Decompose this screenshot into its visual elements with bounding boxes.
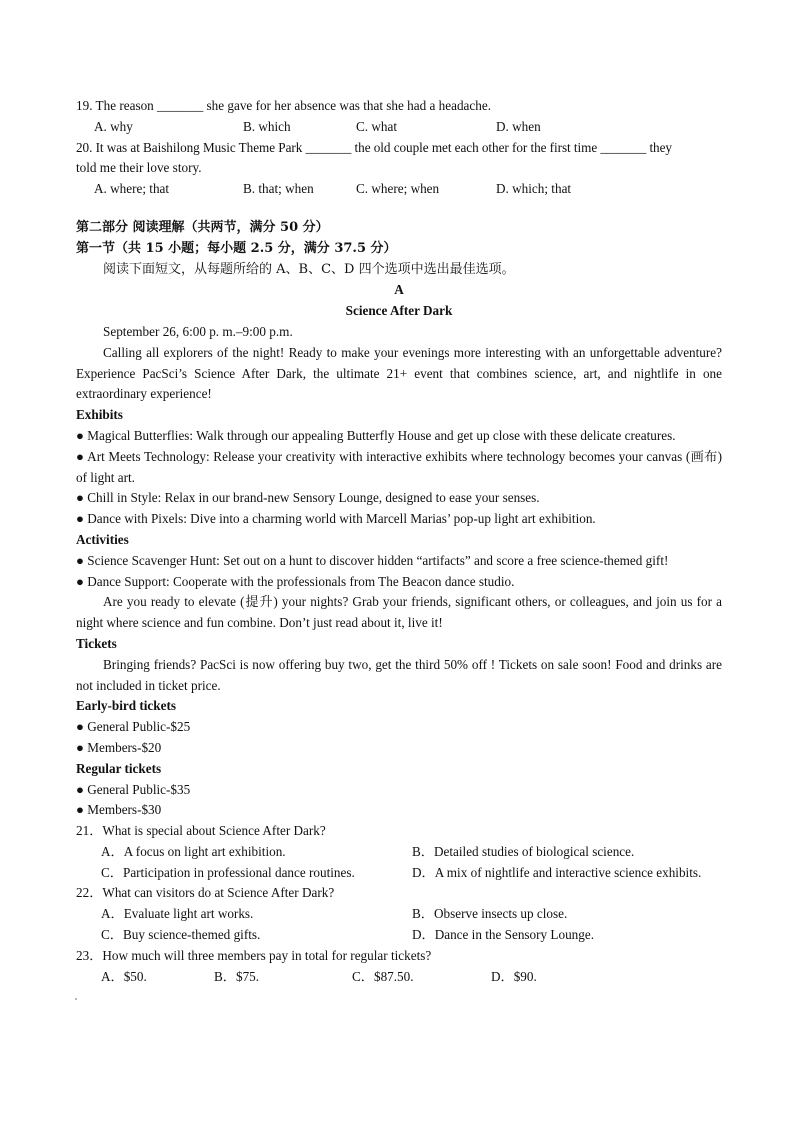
option-d: D. which; that [496,181,572,197]
option-d: D．$90. [491,968,537,984]
option-a: A．Evaluate light art works. [101,906,254,922]
exhibit-item: ● Magical Butterflies: Walk through our appealing Butterfly House and get up close with these delicate creatures. [76,427,676,443]
elevate-paragraph: Are you ready to elevate (提升) your nights? Grab your friends, significant others, or colleagues, and join us for a night where science and fun combine. Don’t just read about it, live it! [76,594,722,631]
exam-page [76,96,722,987]
activities-heading: Activities [76,531,129,547]
option-a: A. where; that [94,181,170,197]
passage-title: Science After Dark [345,303,453,319]
activity-item: ● Science Scavenger Hunt: Set out on a hunt to discover hidden “artifacts” and score a free science-themed gift! [76,552,669,568]
option-c: C．Participation in professional dance routines. [101,864,355,880]
exhibit-item: ● Dance with Pixels: Dive into a charming world with Marcell Marias’ pop-up light art exhibition. [76,511,596,527]
option-c: C. what [356,118,398,134]
question-21-options-row2 [76,863,722,884]
option-a: A. why [94,118,133,134]
page-speck [75,998,77,1000]
question-22-options-row2 [76,925,722,946]
question-23-stem: 23．How much will three members pay in total for regular tickets? [76,947,432,963]
reading-instruction: 阅读下面短文，从每题所给的 A、B、C、D 四个选项中选出最佳选项。 [103,261,515,277]
activity-item: ● Dance Support: Cooperate with the professionals from The Beacon dance studio. [76,573,515,589]
option-c: C．Buy science-themed gifts. [101,927,261,943]
exhibit-item: ● Chill in Style: Relax in our brand-new Sensory Lounge, designed to ease your senses. [76,490,540,506]
option-d: D. when [496,118,541,134]
exhibit-item: ● Art Meets Technology: Release your creativity with interactive exhibits where technology becomes your canvas (画布) of light art. [76,448,722,485]
option-a: A．A focus on light art exhibition. [101,843,286,859]
question-21-options-row1 [76,842,722,863]
question-21-stem: 21．What is special about Science After Dark? [76,823,326,839]
exhibits-heading: Exhibits [76,407,123,423]
option-a: A．$50. [101,968,147,984]
event-date: September 26, 6:00 p. m.–9:00 p.m. [103,323,293,339]
regular-item: ● Members-$30 [76,802,162,818]
question-22-options-row1 [76,904,722,925]
option-d: D．Dance in the Sensory Lounge. [412,927,595,943]
tickets-paragraph: Bringing friends? PacSci is now offering buy two, get the third 50% off ! Tickets on sale soon! Food and drinks are not included in ticket price. [76,656,722,693]
tickets-heading: Tickets [76,635,117,651]
regular-heading: Regular tickets [76,760,162,776]
question-20-options [76,179,722,200]
early-bird-item: ● Members-$20 [76,739,162,755]
question-20-stem-line1: 20. It was at Baishilong Music Theme Park _______ the old couple met each other for the first time _______ they [76,139,672,155]
question-22-stem: 22．What can visitors do at Science After Dark? [76,885,335,901]
early-bird-item: ● General Public-$25 [76,719,191,735]
section1-heading: 第一节（共 15 小题；每小题 2.5 分，满分 37.5 分） [76,240,397,256]
option-b: B. which [243,118,291,134]
question-23-options [76,967,722,988]
question-20-stem-line2: told me their love story. [76,160,202,176]
option-c: C. where; when [356,181,440,197]
option-b: B．$75. [214,968,260,984]
option-b: B．Observe insects up close. [412,906,568,922]
part2-heading: 第二部分 阅读理解（共两节，满分 50 分） [76,219,329,235]
passage-letter: A [394,282,404,298]
regular-item: ● General Public-$35 [76,781,191,797]
intro-paragraph: Calling all explorers of the night! Ready to make your evenings more interesting with an unforgettable adventure? Experience PacSci’s Science After Dark, the ultimate 21+ event that combines science, art, and nightlife in one extraordinary experience! [76,344,722,402]
option-b: B. that; when [243,181,314,197]
option-d: D．A mix of nightlife and interactive science exhibits. [412,864,702,880]
early-bird-heading: Early-bird tickets [76,698,176,714]
option-c: C．$87.50. [352,968,414,984]
question-19-stem: 19. The reason _______ she gave for her absence was that she had a headache. [76,98,492,113]
option-b: B．Detailed studies of biological science. [412,843,635,859]
question-19-options [76,117,722,138]
